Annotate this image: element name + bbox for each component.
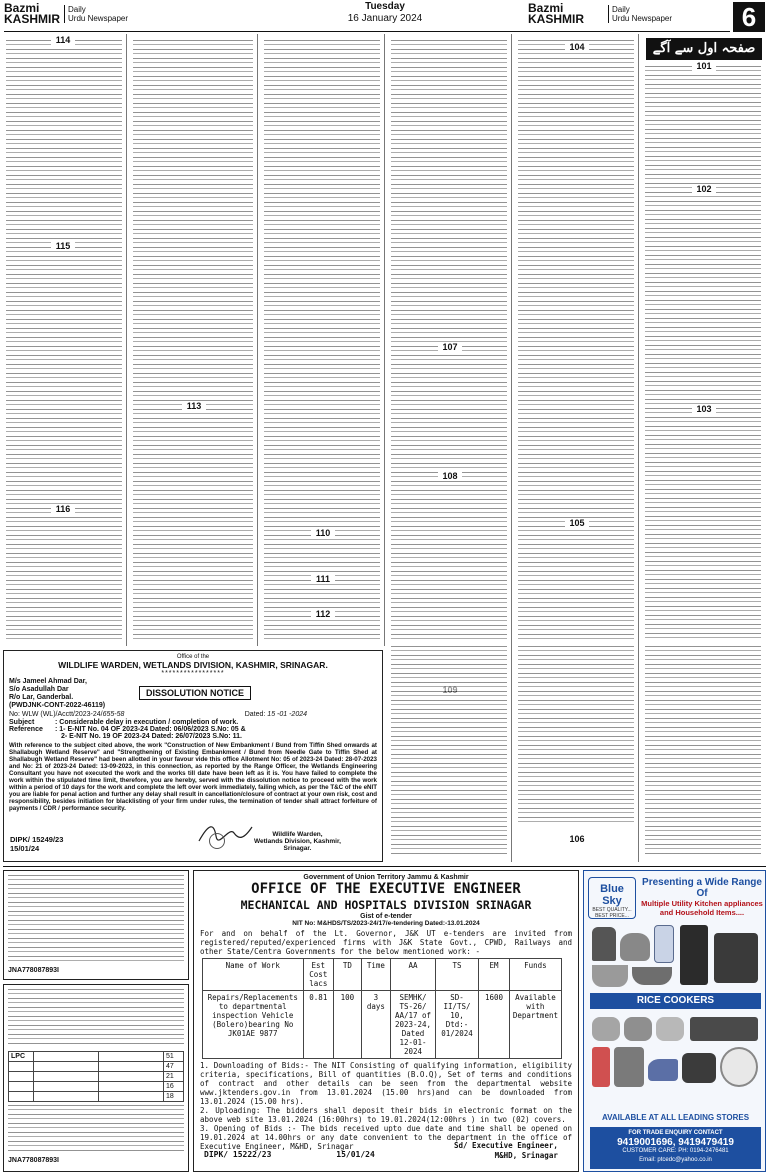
product-pot-icon: [592, 965, 628, 987]
col-time: Time: [361, 959, 391, 991]
address-line-4: (PWDJNK-CONT-2022-46119): [9, 702, 106, 709]
product-cooker-icon: [620, 933, 650, 961]
column-2: [130, 34, 258, 646]
ref-no-handwritten: 655-58: [102, 711, 125, 718]
product-fan-icon: [720, 1047, 758, 1087]
bluesky-heading-1: Presenting a Wide Range Of: [642, 877, 762, 899]
ads-rule: [3, 866, 766, 867]
dissolution-notice: [3, 650, 383, 862]
notice-header: WILDLIFE WARDEN, WETLANDS DIVISION, KASHMIR, SRINAGAR.: [58, 660, 328, 670]
product-iron-icon: [648, 1059, 678, 1081]
cell-name-of-work: Repairs/Replacements to departmental inspection Vehicle (Bolero)bearing No JK01AE 9877: [203, 991, 304, 1059]
section-104: 104: [565, 42, 589, 52]
lpc-cell: [9, 1062, 34, 1072]
lpc-value: 47: [164, 1062, 184, 1072]
lpc-value: 51: [164, 1052, 184, 1062]
bluesky-heading-3: and Household Items....: [659, 908, 745, 917]
tender-dipk: [204, 1150, 375, 1159]
urdu-columns: [0, 34, 770, 646]
product-jug-icon: [654, 925, 674, 963]
lpc-cell: [34, 1072, 99, 1082]
product-ricecooker-1-icon: [592, 1017, 620, 1041]
tender-signature: [454, 1141, 558, 1161]
small-ad-1-code: JNA778087893I: [8, 967, 59, 974]
section-108: 108: [438, 471, 462, 481]
notice-dipk: [10, 835, 63, 853]
small-right-line1: Daily: [612, 5, 630, 14]
product-blender-icon: [592, 1047, 610, 1087]
small-ad-2-footer-text: [8, 1105, 184, 1153]
dipk-date: 15/01/24: [10, 844, 40, 853]
tender-gist: Gist of e-tender: [360, 913, 412, 920]
reference-lines: [55, 726, 246, 740]
tender-data-row: [203, 991, 562, 1059]
product-grid-top: [590, 923, 761, 989]
cell-est-cost: 0.81: [303, 991, 334, 1059]
lpc-cell: [99, 1052, 164, 1062]
section-105: 105: [565, 518, 589, 528]
reference-line-2: 2- E-NIT No. 19 OF 2023-24 Dated: 26/07/2023 S.No: 11.: [61, 733, 242, 740]
column-4-lower-text: [391, 646, 507, 856]
small-ad-2: [3, 984, 189, 1172]
product-heater-icon: [680, 925, 708, 985]
day-label: Tuesday: [365, 1, 405, 12]
cell-ts: SD-II/TS/ 10, Dtd:- 01/2024: [435, 991, 478, 1059]
notice-ref: [9, 711, 124, 718]
bluesky-contact-box: [590, 1127, 761, 1169]
brand-left-line2: KASHMIR: [4, 12, 60, 26]
notice-office-of: Office of the: [176, 654, 210, 660]
lpc-row: [9, 1082, 184, 1092]
column-5-lower: [515, 646, 639, 862]
product-grid-bottom: [590, 1013, 761, 1109]
bluesky-phones: 9419001696, 9419479419: [617, 1137, 734, 1148]
bluesky-logo: [588, 877, 636, 919]
cell-funds: Available with Department: [509, 991, 561, 1059]
section-115: 115: [51, 241, 75, 251]
notice-date: [245, 711, 307, 718]
section-110: 110: [311, 528, 335, 538]
lpc-row: [9, 1062, 184, 1072]
brand-left-line1: Bazmi: [4, 1, 40, 15]
date-block: [300, 1, 470, 25]
product-mixer-icon: [614, 1047, 644, 1087]
section-114: 114: [51, 35, 75, 45]
lpc-row: [9, 1072, 184, 1082]
column-1-text: [6, 40, 122, 640]
product-pan-icon: [632, 967, 672, 985]
bluesky-brand: Blue Sky: [600, 883, 624, 907]
lpc-cell: [34, 1092, 99, 1102]
tender-table: [202, 958, 562, 1059]
lpc-cell: [9, 1092, 34, 1102]
section-111: 111: [311, 574, 335, 584]
notice-reference: [9, 726, 377, 740]
lpc-cell: [9, 1072, 34, 1082]
small-ad-1-text: [8, 875, 184, 963]
tender-sig-line-1: Sd/ Executive Engineer,: [454, 1141, 558, 1150]
cell-em: 1600: [479, 991, 510, 1059]
tender-para-3: 3. Opening of Bids :- The bids received upto due date and time shall be opened on 19.01.2024 at 14.00hrs or any date convenient to the department in the office of Executive Engineer, M&HD, Srinagar: [200, 1124, 572, 1151]
column-4: [388, 34, 512, 646]
lpc-cell: [34, 1052, 99, 1062]
col-aa: AA: [391, 959, 436, 991]
ref-no: No: WLW (WL)/Acctt/2023-24/: [9, 711, 103, 718]
address-line-3: R/o Lar, Ganderbal.: [9, 694, 74, 701]
urdu-columns-lower: [385, 646, 770, 862]
product-ricecooker-3-icon: [656, 1017, 684, 1041]
lpc-label: LPC: [9, 1052, 34, 1062]
col-ts: TS: [435, 959, 478, 991]
small-right-line2: Urdu Newspaper: [612, 14, 673, 23]
front-title-box: صفحہ اول سے آگے: [646, 38, 762, 60]
col-name-of-work: Name of Work: [203, 959, 304, 991]
brand-right: [528, 3, 584, 25]
tender-sig-line-2: M&HD, Srinagar: [494, 1151, 558, 1160]
tender-nit: NIT No: M&HDS/TS/2023-24/17/e-tendering Dated:-13.01.2024: [292, 920, 480, 927]
column-5: [515, 34, 639, 646]
column-6-lower: [642, 646, 766, 862]
lpc-value: 18: [164, 1092, 184, 1102]
section-102: 102: [692, 184, 716, 194]
notice-ref-row: [9, 711, 377, 718]
tender-gov: Government of Union Territory Jammu & Kashmir: [303, 874, 469, 881]
tender-title-2: MECHANICAL AND HOSPITALS DIVISION SRINAGAR: [240, 898, 532, 912]
page-number: 6: [733, 2, 765, 32]
tender-intro: For and on behalf of the Lt. Governor, J&K UT e-tenders are invited from registered/reputed/experienced firms with J&K State Govt., CPWD, Railways and other State/Centra Governments for the below mentioned work: -: [200, 929, 572, 956]
cell-aa: SEMHK/ TS-26/ AA/17 of 2023-24, Dated 12-01-2024: [391, 991, 436, 1059]
column-1: [3, 34, 127, 646]
section-112: 112: [311, 609, 335, 619]
subject-text: : Considerable delay in execution / completion of work.: [55, 719, 239, 726]
reference-label: Reference: [9, 726, 43, 733]
small-ad-2-text: [8, 989, 184, 1047]
tender-para-1: 1. Downloading of Bids:- The NIT Consisting of qualifying information, eligibility criteria, specifications, Bill of quantities (B.O.Q), Set of terms and conditions of contract and other details can be seen from the departmental website www.jktenders.gov.in from 13.01.2024 (15.00 hrs)and can be downloaded from 13.01.2024 (15.00 hrs).: [200, 1061, 572, 1106]
lpc-cell: [99, 1072, 164, 1082]
dated-label: Dated:: [244, 711, 266, 718]
column-2-text: [133, 40, 253, 640]
lpc-cell: [99, 1092, 164, 1102]
section-101: 101: [692, 61, 716, 71]
col-funds: Funds: [509, 959, 561, 991]
lpc-cell: [99, 1082, 164, 1092]
product-toaster-icon: [714, 933, 758, 983]
lpc-value: 21: [164, 1072, 184, 1082]
notice-title: DISSOLUTION NOTICE: [139, 686, 251, 700]
section-107: 107: [438, 342, 462, 352]
tender-para-2: 2. Uploading: The bidders shall deposit their bids in electronic format on the above web site 13.01.2024 (16:00hrs) to 19.01.2024(12:00hrs ) in two (02) covers.: [200, 1106, 572, 1124]
column-6-text: [645, 66, 761, 640]
small-ad-1: [3, 870, 189, 980]
lpc-cell: [9, 1082, 34, 1092]
section-113: 113: [182, 401, 206, 411]
small-left-line2: Urdu Newspaper: [68, 14, 129, 23]
notice-body: With reference to the subject cited above, the work "Construction of New Embankment / Bund from Tiffin Shed onwards at Shallabugh Wetland Reserve" and "Strengthening of Existing Embankment / Bund from Needle Gate to Tiffin Shed at Shallabugh Wetland Reserve" had been allotted in your favour vide this office Allotment No: 05 of 2023-24 Dated: 28-07-2023 and No: 21 of 2023-24 Dated: 13-09-2023, in this connection, as reported by the Range Officer, the Wetlands Engineering Consultant you have not executed the work and the works till date have been left as it is. You have failed to complete the work within the stipulated time limit, therefore, you are hereby, served with the dissolution notice to proceed with the work within a period of 10 days for the work and complete the left over work immediately, failing which, as per the T&C of the eNIT you are liable for penal action and further any delay shall result in cancellation/closure of contract at your own risk, cost and responsibility, besides initiation for blacklisting of your firm under rules, the termination of tender shall attract forfeiture of payments / CDR / performance security.: [9, 742, 377, 812]
dated-handwritten: 15 -01 -2024: [267, 711, 307, 718]
sig-division: Wetlands Division, Kashmir,: [254, 838, 341, 845]
column-5-text: [518, 40, 634, 640]
small-ad-2-code: JNA778087893I: [8, 1157, 59, 1164]
bluesky-heading-2: Multiple Utility Kitchen appliances: [641, 899, 763, 908]
notice-signature: [254, 831, 341, 852]
dipk-number: DIPK/ 15249/23: [10, 835, 64, 844]
brand-left: [4, 3, 60, 25]
brand-right-line2: KASHMIR: [528, 12, 584, 26]
product-kettle-icon: [592, 927, 616, 961]
product-stove-icon: [690, 1017, 758, 1041]
column-4-lower: [388, 646, 512, 862]
bluesky-care: CUSTOMER CARE: PH: 0194-2476481: [622, 1148, 729, 1154]
tender-dipk-date: 15/01/24: [336, 1150, 375, 1159]
section-116: 116: [51, 504, 75, 514]
masthead: [0, 0, 770, 34]
col-est-cost: Est Cost lacs: [303, 959, 334, 991]
sig-place: Srinagar.: [283, 845, 312, 852]
product-sandwich-icon: [682, 1053, 716, 1083]
reference-line-1: : 1- E-NIT No. 04 OF 2023-24 Dated: 06/06/2023 S.No: 05 &: [55, 726, 246, 733]
bluesky-rice-banner: RICE COOKERS: [590, 993, 761, 1009]
small-right: [608, 5, 672, 23]
brand-right-line1: Bazmi: [528, 1, 564, 15]
cell-time: 3 days: [361, 991, 391, 1059]
tender-header-row: [203, 959, 562, 991]
column-6-lower-text: [645, 646, 761, 856]
lpc-row: [9, 1052, 184, 1062]
bluesky-ad: [583, 870, 766, 1172]
column-3: [261, 34, 385, 646]
sig-name: Wildlife Warden,: [272, 831, 323, 838]
address-line-1: M/s Jameel Ahmad Dar,: [9, 678, 87, 685]
lpc-cell: [99, 1062, 164, 1072]
bluesky-heading: [640, 877, 764, 917]
tender-dipk-number: DIPK/ 15222/23: [204, 1150, 272, 1159]
bluesky-trade: FOR TRADE ENQUIRY CONTACT: [628, 1130, 723, 1136]
small-left-line1: Daily: [68, 5, 86, 14]
stamp-mark: [209, 833, 225, 849]
bluesky-tagline-1: BEST QUALITY...: [592, 907, 632, 913]
header-rule: [4, 31, 730, 32]
section-103: 103: [692, 404, 716, 414]
column-3-text: [264, 40, 380, 640]
bluesky-email: Email: ptcedc@yahoo.co.in: [639, 1157, 712, 1163]
column-6: [642, 34, 766, 646]
product-ricecooker-2-icon: [624, 1017, 652, 1041]
column-4-text: [391, 40, 507, 640]
col-em: EM: [479, 959, 510, 991]
lpc-value: 16: [164, 1082, 184, 1092]
tender-notice: [193, 870, 579, 1172]
notice-subject: [9, 719, 377, 726]
column-5-lower-text: [518, 646, 634, 826]
subject-label: Subject: [9, 719, 35, 726]
date-label: 16 January 2024: [347, 13, 423, 24]
tender-title-1: OFFICE OF THE EXECUTIVE ENGINEER: [251, 881, 521, 897]
notice-stars: *****************: [161, 670, 225, 677]
lpc-cell: [34, 1082, 99, 1092]
lpc-table: [8, 1051, 184, 1102]
lpc-row: [9, 1092, 184, 1102]
cell-td: 100: [334, 991, 362, 1059]
small-left: [64, 5, 128, 23]
bluesky-stores: AVAILABLE AT ALL LEADING STORES: [601, 1113, 750, 1122]
address-line-2: S/o Asadullah Dar: [9, 686, 69, 693]
lpc-cell: [34, 1062, 99, 1072]
section-106: 106: [565, 834, 589, 844]
bluesky-tagline-2: BEST PRICE...: [595, 913, 629, 919]
col-td: TD: [334, 959, 362, 991]
